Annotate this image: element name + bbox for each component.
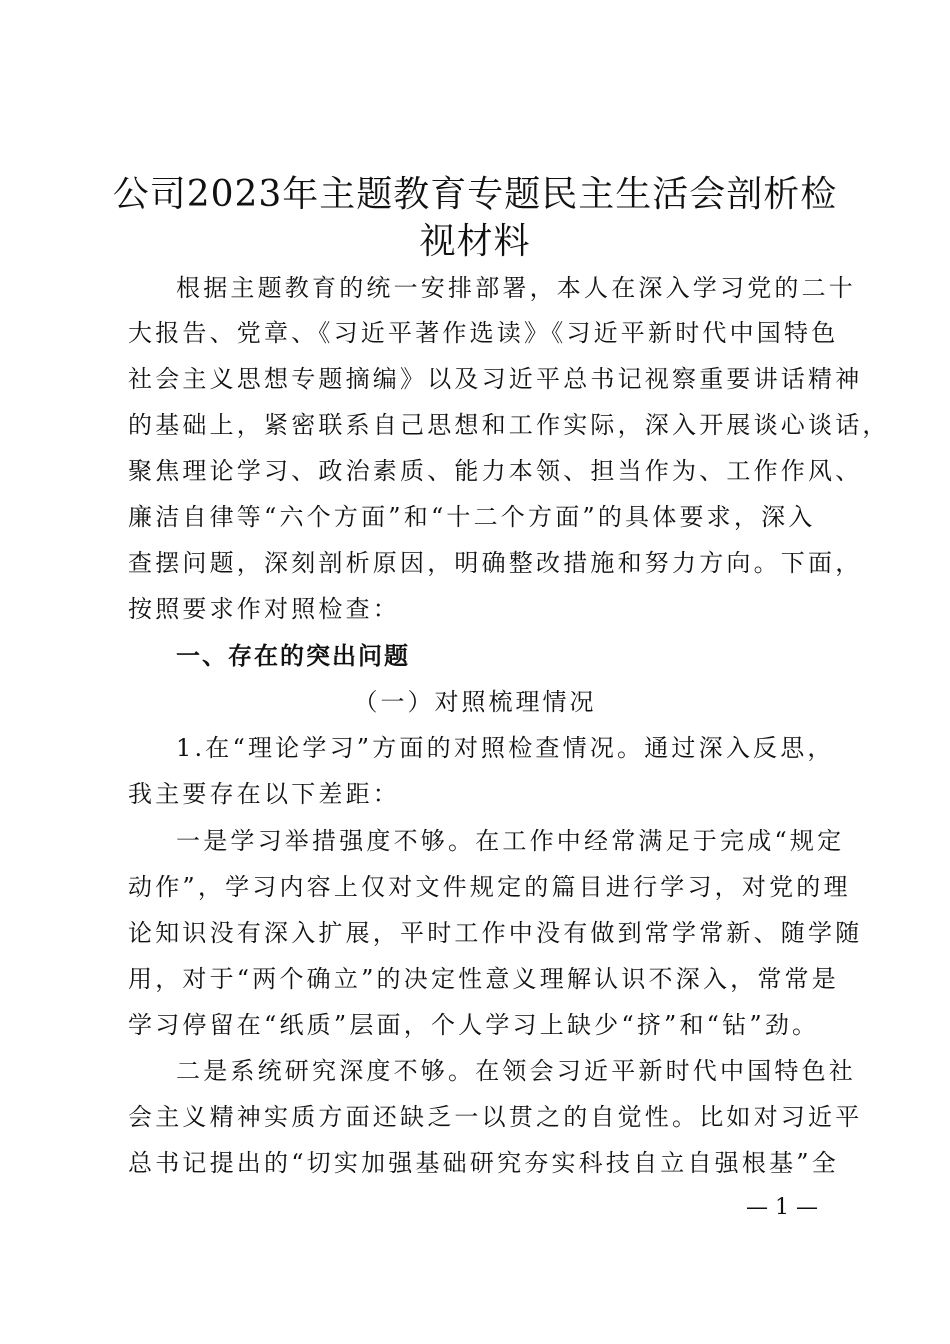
text-line: 根据主题教育的统一安排部署，本人在深入学习党的二十 <box>176 274 856 302</box>
text-line: 的基础上，紧密联系自己思想和工作实际，深入开展谈心谈话， <box>128 411 890 439</box>
text-line: 廉洁自律等“六个方面”和“十二个方面”的具体要求，深入 <box>128 503 816 531</box>
text-line: 社会主义思想专题摘编》以及习近平总书记视察重要讲话精神 <box>128 365 863 393</box>
text-line: 学习停留在“纸质”层面，个人学习上缺少“挤”和“钻”劲。 <box>128 1011 820 1039</box>
text-line: 用，对于“两个确立”的决定性意义理解认识不深入，常常是 <box>128 965 839 993</box>
text-line: 大报告、党章、《习近平著作选读》《习近平新时代中国特色 <box>128 319 839 347</box>
document-title-line-1: 公司2023年主题教育专题民主生活会剖析检 <box>112 174 838 215</box>
text-line: 聚焦理论学习、政治素质、能力本领、担当作为、工作作风、 <box>128 457 863 485</box>
text-line: 一是学习举措强度不够。在工作中经常满足于完成“规定 <box>176 827 845 855</box>
text-line: 会主义精神实质方面还缺乏一以贯之的自觉性。比如对习近平 <box>128 1103 863 1131</box>
section-heading: 一、存在的突出问题 <box>176 642 410 670</box>
page-number: — 1 — <box>746 1195 818 1220</box>
document-title-line-2: 视材料 <box>419 221 531 262</box>
text-line: 按照要求作对照检查： <box>128 595 400 623</box>
subsection-heading: （一）对照梳理情况 <box>353 688 597 716</box>
text-line: 1.在“理论学习”方面的对照检查情况。通过深入反思， <box>176 734 835 762</box>
text-line: 论知识没有深入扩展，平时工作中没有做到常学常新、随学随 <box>128 919 863 947</box>
text-line: 二是系统研究深度不够。在领会习近平新时代中国特色社 <box>176 1057 856 1085</box>
text-line: 总书记提出的“切实加强基础研究夯实科技自立自强根基”全 <box>128 1149 839 1177</box>
text-line: 查摆问题，深刻剖析原因，明确整改措施和努力方向。下面， <box>128 549 863 577</box>
text-line: 我主要存在以下差距： <box>128 780 400 808</box>
text-line: 动作”，学习内容上仅对文件规定的篇目进行学习，对党的理 <box>128 873 851 901</box>
